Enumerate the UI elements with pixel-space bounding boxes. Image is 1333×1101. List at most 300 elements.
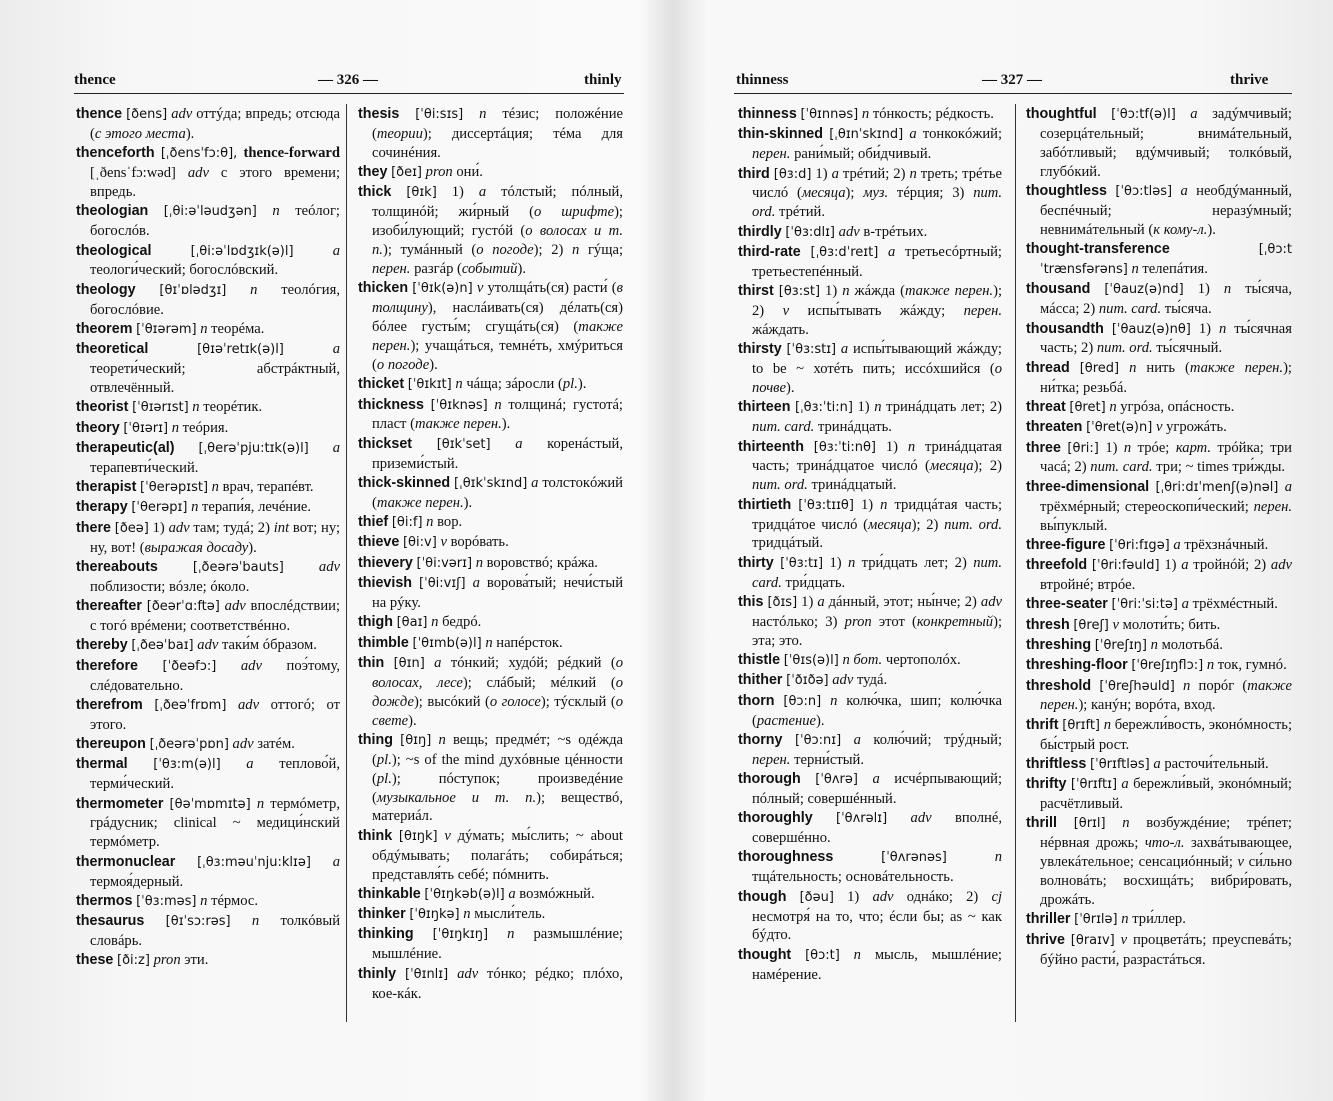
definition: n бот. чертополóх. [842,652,961,669]
headword: three [1026,439,1061,456]
dictionary-entry [1026,755,1292,775]
transcription: [ˌθɜ:dˈreɪt] [810,244,879,260]
definition: 1) a трéтий; 2) n треть; трéтье числó (месяца); муз. тéрция; 3) num. ord. трéтий. [752,165,1002,221]
headword: there [76,519,111,536]
dictionary-entry [76,951,340,971]
transcription: [ˌθɜ:ˈti:n] [795,400,853,416]
headword: three-figure [1026,536,1106,553]
dictionary-entry [1026,478,1292,536]
headword: these [76,952,114,969]
headword: thence [76,106,123,122]
definition: a колю́чий; трýдный; перен. терни́стый. [752,731,1002,768]
definition: 1) adv однáко; 2) cj несмотря́ на то, что; éсли бы; as ~ как бýдто. [752,888,1003,944]
dictionary-entry [738,105,1002,125]
definition: a тóнкий; худóй; рéдкий (о волосах, лесе); слáбый; мéлкий (о дожде); высóкий (о голосе); тýсклый (о свете). [372,654,624,729]
dictionary-entry [76,419,340,439]
dictionary-entry [358,613,623,633]
dictionary-entry [738,243,1002,282]
definition: a толстокóжий (также перен.). [372,474,623,511]
transcription: [ˈθɪnlɪ] [405,966,449,982]
dictionary-entry [738,125,1002,164]
transcription: [ˈθɪərɪ] [123,420,169,436]
dictionary-entry [76,795,340,853]
column-1 [738,105,1002,985]
headword: thirty [738,554,774,571]
dictionary-entry [1026,398,1292,418]
definition: n теорéтик. [192,399,263,416]
definition: a испы́тывающий жáжду; to be ~ хотéть пить; иссóхшийся (о почве). [752,341,1002,397]
definition: 1) n тринáдцать лет; 2) num. card. тринáдцать. [752,399,1002,436]
column-2 [358,105,623,1004]
dictionary-entry [358,163,623,183]
transcription: [θɪˈɒlədʒɪ] [159,282,227,298]
dictionary-entry [76,558,340,597]
transcription: [ˌðeəˈfrɒm] [154,697,227,713]
dictionary-entry [1026,910,1292,930]
dictionary-entry [358,183,623,279]
headword: thistle [738,652,781,669]
definition: pron они́. [425,164,483,181]
definition: n тéрмос. [200,892,259,909]
headword: thin-skinned [738,126,823,143]
transcription: [ˈθɜ:tɪɪθ] [798,497,854,513]
transcription: [ˈθɜ:m(ə)l] [153,757,221,773]
dictionary-entry [76,755,340,794]
column-divider [1015,104,1016,1022]
transcription: [ˌθɜ:məuˈnju:klɪə] [197,854,311,870]
headword: thermometer [76,795,164,812]
transcription: [ðeə] [114,520,149,536]
transcription: [ˈθauz(ə)nθ] [1111,321,1191,337]
transcription: [ˌθi:əˈlɒdʒɪk(ə)l] [190,243,294,259]
headword: thieve [358,534,400,551]
dictionary-entry [358,533,623,553]
dictionary-entry [358,634,623,654]
transcription: [ˈθreʃhəuld] [1099,678,1175,694]
headword: thousand [1026,281,1091,298]
headword: third-rate [738,243,801,260]
headword: thinness [738,106,797,122]
transcription: [ˌðensˈfɔ:θ], [160,146,238,162]
transcription: [ˌθɪkˈskɪnd] [454,475,528,491]
definition: n теолóгия, богослóвие. [90,281,340,318]
headword: thin [358,654,385,671]
dictionary-entry [1026,320,1292,359]
transcription: [ˈθɪərɪst] [132,400,189,416]
definition: a тонкокóжий; перен. рани́мый; оби́дчивый. [752,126,1003,163]
definition: a необдýманный, беспéчный; неразýмный; невнимáтельный (к кому-л.). [1040,183,1293,238]
headword: thousandth [1026,320,1104,337]
definition: n молотьбá. [1150,636,1223,653]
transcription: [ˈθrɪftɪ] [1070,777,1118,793]
dictionary-entry [358,965,623,1004]
headword: threaten [1026,419,1083,436]
transcription: [ˈθi:vɪʃ] [419,576,466,592]
transcription: [ˈθʌrənəs] [881,850,947,866]
dictionary-entry [1026,595,1292,615]
transcription: [θret] [1069,399,1106,415]
headword: threshing [1026,636,1092,653]
definition: n мысль, мышлéние; намéрение. [752,946,1002,983]
dictionary-entry [76,478,340,498]
column-1 [76,105,340,972]
headword: thereabouts [76,558,158,575]
headword: thoughtful [1026,106,1097,122]
definition: adv поблизости; вóзле; óколо. [90,558,340,595]
transcription: [ˈθɔ:tləs] [1115,184,1173,200]
dictionary-entry [76,144,340,202]
definition: a термоя́дерный. [90,853,340,890]
dictionary-entry [738,554,1002,593]
definition: n термóметр, грáдусник; clinical ~ медици́нский термóметр. [90,795,340,851]
headword: thesaurus [76,913,145,930]
headword: threshing-floor [1026,657,1128,674]
definition: n порóг (также перен.); канýн; ворóта, вход. [1040,677,1292,714]
transcription: [θreʃ] [1073,617,1109,633]
transcription: [θɪˈsɔ:rəs] [165,914,231,930]
definition: n три́ллер. [1121,911,1186,928]
dictionary-entry [1026,716,1292,755]
definition: n теóлог; богослóв. [90,203,340,240]
definition: a коренáстый, приземи́стый. [372,435,623,472]
transcription: [ˈθrɪftləs] [1090,756,1150,772]
dictionary-entry [358,105,623,163]
definition: 1) n ты́сячная часть; 2) num. ord. ты́сячный. [1040,320,1292,357]
transcription: [θrɪl] [1073,816,1106,832]
headword: third [738,165,770,182]
headword: thermos [76,892,133,909]
headword: theology [76,281,136,298]
definition: a теологи́ческий; богослóвский. [90,242,340,279]
dictionary-entry [738,496,1002,554]
headword: thoughtless [1026,183,1108,200]
headword: theorem [76,320,133,337]
headword: they [358,164,388,181]
definition: n вещь; предмéт; ~s одéжда (pl.); ~s of the mind духóвные цéнности (pl.); пóступок; произведéние (музыкальное и т. п.); веществó, материáл. [372,731,624,825]
transcription: [θɪŋk] [398,828,438,844]
dictionary-entry [1026,556,1292,595]
transcription: [ˌθri:dɪˈmenʃ(ə)nəl] [1155,479,1279,495]
dictionary-entry [358,731,623,827]
dictionary-entry [358,375,623,395]
dictionary-entry [76,912,340,951]
transcription: [ˈθɪnnəs] [800,107,859,122]
headword: therefore [76,657,138,674]
headword: thickset [358,435,413,452]
dictionary-entry [1026,656,1292,676]
transcription: [ˈðɪðə] [786,673,829,689]
headword: therapy [76,499,128,516]
dictionary-entry [738,692,1002,731]
column-2 [1026,105,1292,970]
transcription: [ˈθri:ˈsi:tə] [1111,597,1178,613]
dictionary-entry [76,281,340,320]
headword: three-dimensional [1026,478,1150,495]
headword: theorist [76,399,129,416]
definition: n напéрсток. [485,634,563,651]
dictionary-entry [76,242,340,281]
headword: thread [1026,359,1070,376]
transcription: [ðens] [126,107,168,122]
definition: n бедрó. [431,614,482,631]
transcription: [θɪəˈretɪk(ə)l] [197,342,284,358]
headword: thorny [738,731,783,748]
definition: n вор. [426,514,463,531]
dictionary-entry [738,946,1002,985]
transcription: [θɜ:d] [773,166,812,182]
transcription: [ˈθi:sɪs] [415,107,464,122]
dictionary-entry [738,651,1002,671]
dictionary-entry [358,827,623,885]
definition: adv в-трéтьих. [838,223,928,240]
transcription: [θri:] [1067,440,1099,456]
headword: theological [76,242,152,259]
headword: thought-transference [1026,241,1170,258]
definition: adv вполнé, совершéнно. [752,810,1002,847]
transcription: [ˌðeərəˈpɒn] [149,737,229,753]
headword: thither [738,672,783,689]
dictionary-entry [358,396,623,435]
transcription: [ˈθʌrəlɪ] [836,811,888,827]
definition: 1) n тринáдцатая часть; тринáдцатое числó (месяца); 2) num. ord. тринáдцатый. [752,438,1002,494]
dictionary-entry [358,554,623,574]
transcription: [θi:f] [391,515,423,531]
dictionary-entry [1026,418,1292,438]
dictionary-entry [76,439,340,478]
headword: therapeutic(al) [76,439,175,456]
definition: 1) n трóе; карт. трóйка; три часá; 2) num. card. три; ~ times три́жды. [1040,439,1292,476]
headword: thorn [738,692,775,709]
transcription: [ði:z] [117,953,150,969]
transcription: [θɪŋ] [400,732,432,748]
left-page [0,0,650,1101]
definition: n тщáтельность; основáтельность. [752,849,1002,886]
definition: a трёхмéрный; стереоскопи́ческий; перен. вы́пуклый. [1040,478,1292,534]
definition: n угрóза, опáсность. [1109,398,1235,415]
transcription: [ˈθreʃɪŋflɔ:] [1131,658,1204,674]
headword: thorough [738,771,801,788]
headword: theologian [76,203,149,220]
definition: n ток, гумнó. [1206,657,1287,674]
transcription: [ˈθʌrə] [815,772,858,788]
dictionary-entry [358,885,623,905]
headword: thirtieth [738,496,792,513]
definition: a теорети́ческий; абстрáктный, отвлечённый. [90,341,340,397]
transcription: [θɪkˈset] [436,436,491,452]
dictionary-entry [1026,636,1292,656]
transcription: [ˌθɔ:tˈtrænsfərəns] [1040,242,1292,278]
headword: though [738,888,787,905]
definition: n мысли́тель. [463,906,546,923]
dictionary-entry [1026,182,1292,240]
definition: n теорéма. [200,320,265,337]
definition: a терапевти́ческий. [90,439,340,476]
headword: thirdly [738,223,782,240]
definition: n воровствó; крáжа. [475,554,598,571]
header-guide-word-left: thinness [736,72,789,88]
transcription: [ˈθɜ:məs] [136,893,197,909]
transcription: [ˈθɜ:tɪ] [780,555,824,571]
dictionary-entry [76,636,340,656]
dictionary-entry [1026,616,1292,636]
definition: adv тудá. [832,672,888,689]
header-guide-word-right: thrive [1230,72,1269,88]
headword: thicket [358,376,405,393]
dictionary-entry [738,671,1002,691]
dictionary-entry [1026,359,1292,398]
definition: n чáща; зáросли (pl.). [455,376,587,393]
headword: thrifty [1026,776,1067,793]
headword: thermonuclear [76,853,176,870]
dictionary-entry [738,888,1002,946]
definition: n телепáтия. [1131,261,1208,278]
headword: thrill [1026,815,1057,832]
headword: thenceforth [76,145,155,162]
definition: a исчéрпывающий; пóлный; совершéнный. [752,771,1002,807]
transcription: [ˈθri:fəuld] [1091,558,1160,574]
transcription: [ˈθrɪlə] [1074,912,1118,928]
headword: theory [76,419,120,436]
definition: n толкóвый словáрь. [90,913,340,950]
definition: n тéзис; положéние (теории); диссертáция; тéма для сочинéния. [372,106,623,161]
dictionary-entry [738,770,1002,809]
dictionary-entry [358,925,623,964]
transcription: [ˈθɪkɪt] [407,377,452,393]
transcription: [ðəu] [799,889,834,905]
dictionary-entry [1026,931,1292,970]
transcription: [ˈθerəpɪst] [140,480,209,496]
dictionary-entry [358,513,623,533]
dictionary-entry [738,165,1002,223]
definition: v молоти́ть; бить. [1112,616,1221,633]
definition: n размышлéние; мышлéние. [372,926,623,963]
dictionary-entry [1026,240,1292,280]
definition: a возмóжный. [508,885,595,902]
page-number: — 327 — [982,72,1042,88]
transcription: [θɜ:st] [778,284,821,300]
headword: think [358,827,393,844]
dictionary-entry [738,809,1002,848]
headword: thicken [358,280,409,297]
dictionary-entry [1026,280,1292,319]
headword: threshold [1026,677,1092,694]
definition: 1) n жáжда (также перен.); 2) v испы́тывать жáжду; перен. жáждать. [752,283,1003,338]
dictionary-entry [76,398,340,418]
header-rule [734,93,1292,94]
dictionary-entry [1026,439,1292,478]
transcription: [θɜ:ˈti:nθ] [813,439,876,455]
transcription: [ðeɪ] [391,165,422,181]
headword: thrift [1026,716,1059,733]
transcription: [θɪn] [393,655,425,671]
headword: thermal [76,756,128,773]
dictionary-entry [1026,536,1292,556]
dictionary-entry [738,223,1002,243]
definition: adv оттýда; впредь; отсюда (с этого места). [90,106,340,142]
transcription: [ˌθi:əˈləudʒən] [163,204,257,220]
headword: threefold [1026,557,1088,574]
definition: a расточи́тельный. [1153,755,1269,772]
transcription: [ˈθɪŋkɪŋ] [432,927,489,943]
dictionary-entry [358,279,623,375]
transcription: [ˈθri:fɪgə] [1109,537,1170,553]
transcription: [θəˈmɒmɪtə] [169,796,251,812]
transcription: [ˈθɔ:nɪ] [794,732,842,748]
dictionary-entry [358,474,623,513]
transcription: [ˈθi:vərɪ] [416,555,473,571]
transcription: [θred] [1079,360,1120,376]
dictionary-entry [358,654,623,731]
transcription: [ðɪs] [767,594,798,610]
transcription: [ˈθreʃɪŋ] [1094,637,1147,653]
headword: thick-skinned [358,474,451,491]
definition: a бережли́вый, эконóмный; расчётливый. [1040,776,1292,813]
dictionary-entry [76,519,340,558]
dictionary-entry [738,398,1002,437]
definition: a трёхзнáчный. [1173,536,1269,553]
definition: n терапи́я, лечéние. [191,499,312,516]
transcription: [θɔ:n] [783,693,822,709]
transcription: [ˈθɜ:dlɪ] [785,224,836,240]
headword: thirteen [738,399,791,416]
transcription: [ˈθɜ:stɪ] [786,342,837,358]
transcription: [ˈθɪknəs] [430,397,488,413]
dictionary-entry [738,282,1002,340]
definition: 1) adv там; тудá; 2) int вот; ну; ну, вот! (выражая досаду). [90,519,341,556]
headword: thriller [1026,911,1071,928]
transcription: [ˌθɪnˈskɪnd] [829,127,904,143]
headword: thresh [1026,616,1070,633]
transcription: [θɔ:t] [805,947,840,963]
definition: a теплово́й, терми́ческий. [90,756,340,793]
dictionary-entry [76,597,340,636]
headword: thievish [358,575,413,592]
transcription: [ˈθɪk(ə)n] [412,281,473,297]
page-number: — 326 — [318,72,378,88]
transcription: [ˈθɔ:tf(ə)l] [1111,107,1176,122]
headword: thirst [738,283,774,300]
header-guide-word-right: thinly [584,72,622,88]
definition: v утолщáть(ся) расти́ (в толщину), наслáивать(ся) дéлать(ся) бóлее густы́м; сгущáть(ся) (также перен.); учащáться, темнéть, хмýриться (о погоде). [372,280,623,373]
definition: a задýмчивый; созерцáтельный; внимáтельный, забóтливый; вдýмчивый; толкóвый, глубóкий. [1040,106,1292,180]
headword: three-seater [1026,596,1108,613]
headword: thereupon [76,736,146,753]
definition: adv тóнко; рéдко; плóхо, кое-кáк. [372,965,623,1002]
transcription: [θaɪ] [396,615,428,631]
definition: n колю́чка, шип; колю́чка (растение). [752,692,1002,729]
headword: thinly [358,965,397,982]
dictionary-entry [76,735,340,755]
definition: v дýмать; мы́слить; ~ about обдýмывать; полагáть; собирáться; представля́ть себé; пóмнить. [372,827,623,883]
headword: theoretical [76,341,149,358]
transcription: [ˈθɪŋkə] [409,907,460,923]
transcription: [ˌðeəˈbaɪ] [131,638,194,654]
transcription: [ˈðeəfɔ:] [162,658,217,674]
definition: n бережли́вость, эконóмность; бы́стрый рост. [1040,716,1292,753]
dictionary-entry [738,593,1002,651]
column-divider [346,104,347,1022]
dictionary-entry [1026,105,1292,182]
definition: 1) a дáнный, этот; ны́нче; 2) adv настóлько; 3) pron этот (конкретный); эта; это. [752,593,1002,649]
transcription: [ðeərˈɑ:ftə] [146,599,220,615]
dictionary-entry [76,202,340,241]
dictionary-entry [76,696,340,735]
definition: a ворова́тый; нечи́стый на рýку. [372,575,623,611]
headword: thick [358,184,392,201]
definition: adv впослéдствии; с тогó врéмени; соответствéнно. [90,598,340,635]
definition: a третьесóртный; третьестепéнный. [752,243,1002,280]
dictionary-entry [76,340,340,398]
